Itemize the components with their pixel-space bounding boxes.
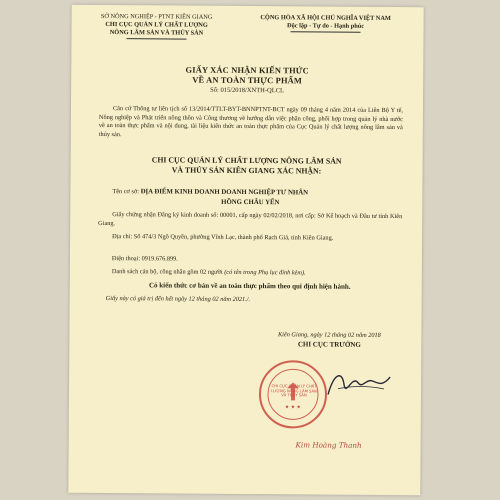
motto-underline: [291, 31, 361, 32]
authority-line2: VÀ THỦY SẢN KIÊN GIANG XÁC NHẬN:: [171, 165, 322, 176]
issuing-agency: [81, 13, 231, 40]
validity-statement: Giấy này có giá trị đến hết ngày 12 tháng 02 năm 2021./.: [105, 295, 251, 304]
agency-name-line1: CHI CỤC QUẢN LÝ CHẤT LƯỢNG: [105, 21, 208, 29]
staff-appendix-note: (có tên trong Phụ lục đính kèm).: [224, 268, 306, 277]
conclusion-statement: Có kiến thức cơ bản về an toàn thực phẩm theo qui định hiện hành.: [148, 281, 351, 291]
signer-name: Kim Hoàng Thanh: [295, 440, 362, 450]
legal-basis-paragraph: Căn cứ Thông tư liên tịch số 13/2014/TTLT-BYT-BNNPTNT-BCT ngày 09 tháng 4 năm 2014 của Liên Bộ Y tế, Nông nghiệp và Phát triển nông thôn và Công thương về hướng dẫn việc phân công, phối hợp trong quản lý nhà nước về an toàn thực phẩm và nội dung, tài liệu kiến thức an toàn thực phẩm của Cục Quản lý chất lượng nông lâm sản và thủy sản.: [98, 105, 404, 138]
facility-name: ĐỊA ĐIỂM KINH DOANH DOANH NGHIỆP TƯ NHÂN: [140, 188, 309, 197]
staff-list-row: [98, 268, 402, 279]
place-and-date: Kiên Giang, ngày 12 tháng 02 năm 2018: [277, 331, 381, 339]
agency-name-line2: NÔNG LÂM SẢN VÀ THỦY SẢN: [109, 29, 204, 37]
national-motto: [236, 14, 416, 33]
facility-phone: Điện thoại: 0919.676.899.: [111, 255, 178, 263]
staff-count: Danh sách cán bộ, công nhân gồm 02 người: [111, 268, 225, 276]
facility-address: Địa chỉ: Số 474/3 Ngô Quyền, phường Vĩnh Lạc, thành phố Rạch Giá, tỉnh Kiên Giang.: [112, 233, 334, 242]
facility-name-continued: HỒNG CHÂU YẾN: [221, 198, 280, 207]
document-title-block: [71, 65, 423, 96]
country-name: CỘNG HÒA XÃ HỘI CHỦ NGHĨA VIỆT NAM: [260, 14, 391, 23]
certificate-paper: [68, 5, 423, 495]
document-number: Số: 015/2018/XNTH-QLCL: [210, 86, 285, 95]
svg-text:★ ★ ★: ★ ★ ★: [284, 405, 301, 411]
document-header: [81, 13, 415, 49]
signature-block: [249, 331, 409, 350]
facility-name-label: Tên cơ sở:: [112, 188, 140, 196]
facility-name-row: [98, 188, 402, 199]
document-title-line2: VỀ AN TOÀN THỰC PHẨM: [192, 75, 303, 86]
agency-underline: [126, 38, 186, 39]
agency-parent: SỞ NÔNG NGHIỆP - PTNT KIÊN GIANG: [100, 12, 213, 21]
handwritten-signature: [324, 365, 394, 405]
stamp-text: CHI CỤC QUẢN LÝ CHẤT LƯỢNG NÔNG LÂM SẢN VÀ THỦY SẢN: [271, 383, 317, 398]
business-license: Giấy chứng nhận Đăng ký kinh doanh số: 00001, cấp ngày 02/02/2018, nơi cấp: Sở Kế hoạch và Đầu tư tỉnh Kiên Giang.: [98, 211, 403, 227]
authority-line1: CHI CỤC QUẢN LÝ CHẤT LƯỢNG NÔNG LÂM SẢN: [151, 155, 342, 166]
document-title-line1: GIẤY XÁC NHẬN KIẾN THỨC: [185, 65, 309, 76]
motto: Độc lập - Tự do - Hạnh phúc: [287, 22, 365, 30]
signer-position: CHI CỤC TRƯỞNG: [297, 339, 361, 349]
